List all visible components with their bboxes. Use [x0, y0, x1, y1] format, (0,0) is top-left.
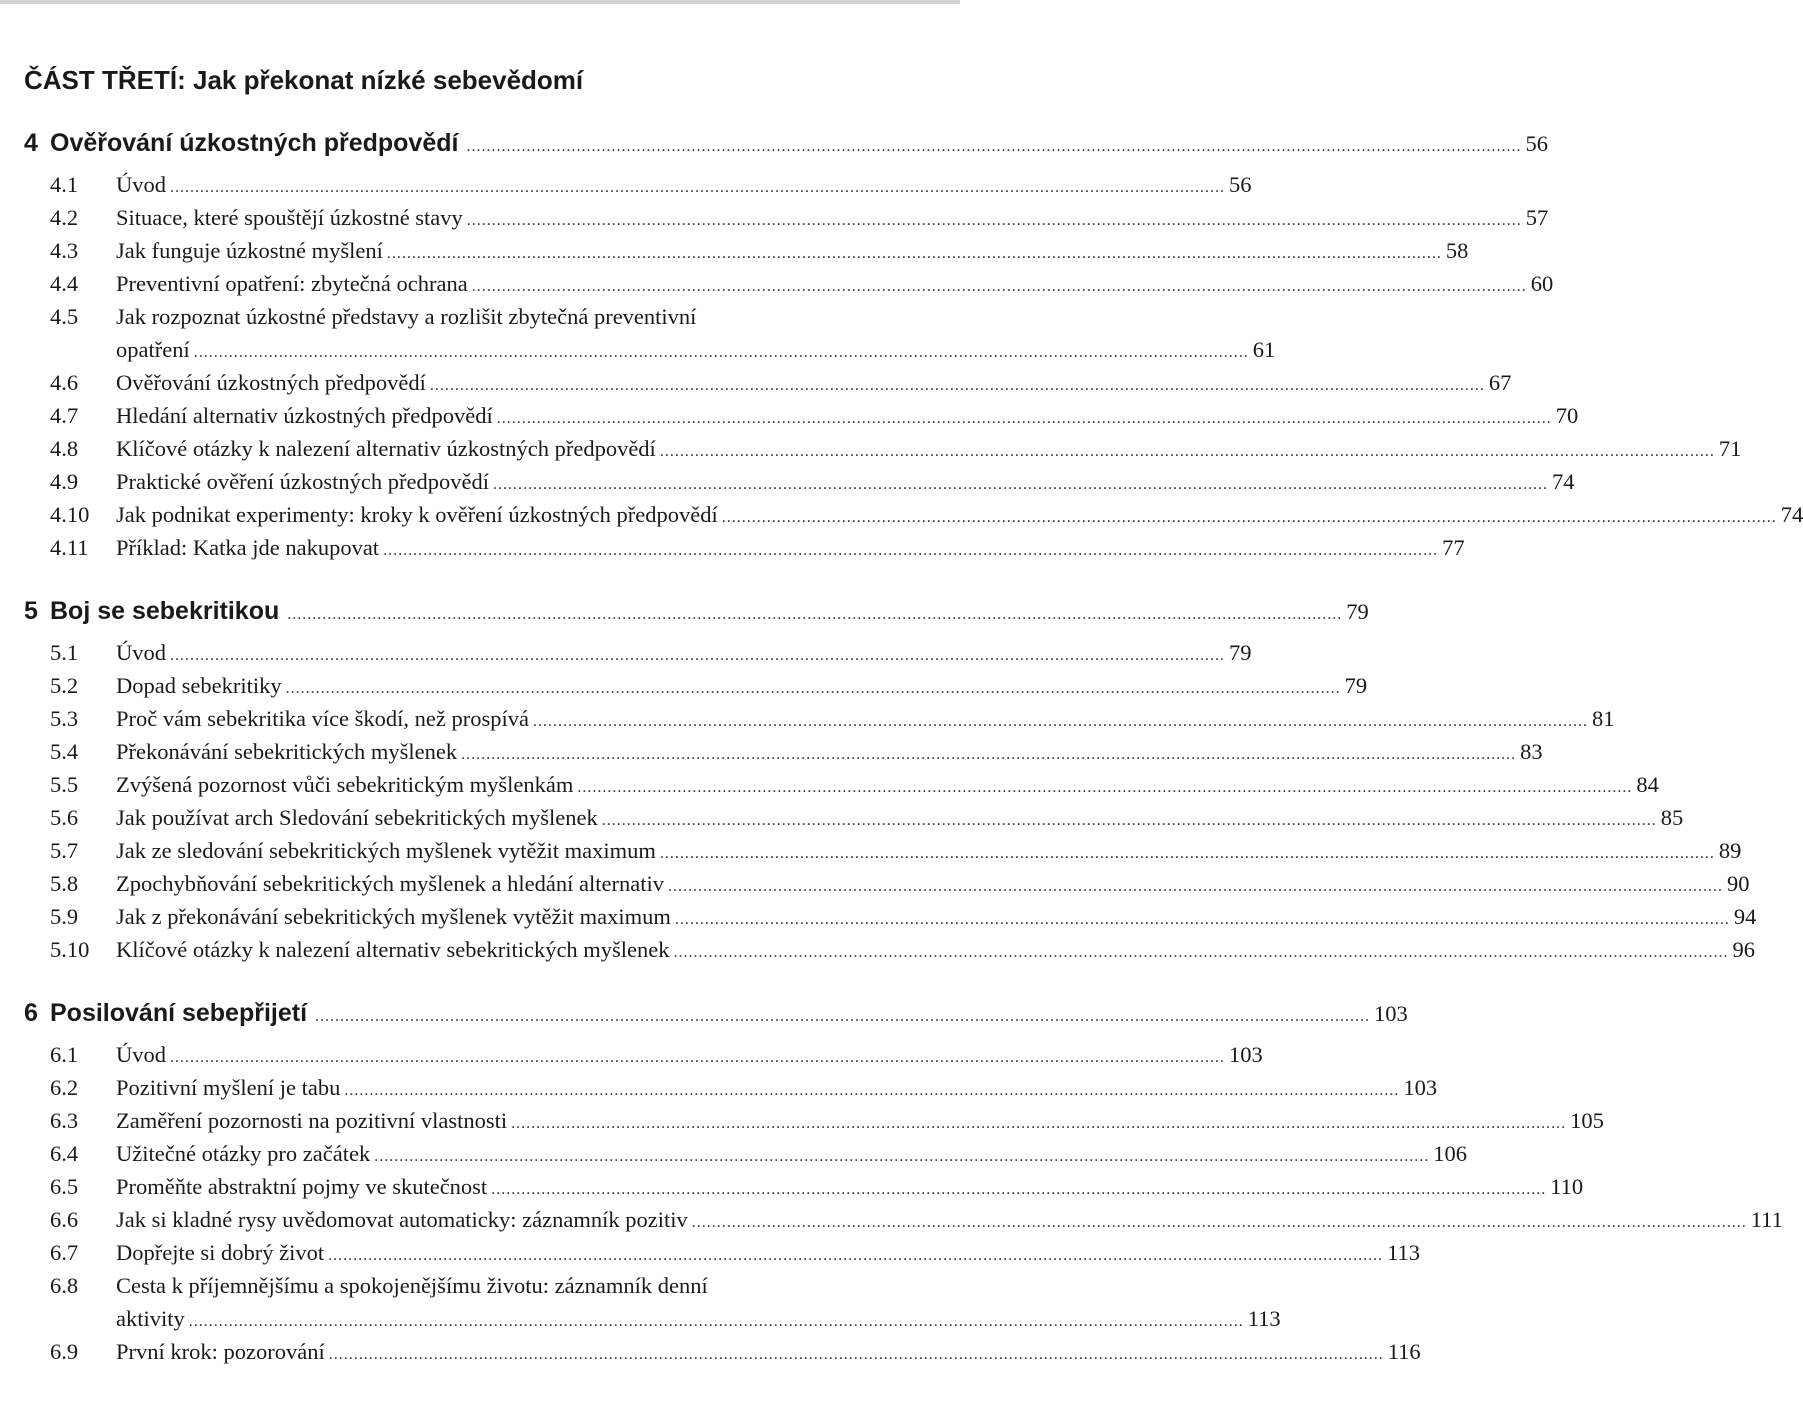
dot-leader [660, 435, 1715, 468]
dot-leader [194, 336, 1249, 369]
page-number: 96 [1732, 937, 1756, 962]
page-number: 71 [1718, 436, 1742, 461]
dot-leader [692, 1206, 1747, 1239]
page-number: 79 [1346, 599, 1369, 624]
section-title: První krok: pozorování [116, 1339, 325, 1364]
page-number: 79 [1344, 673, 1368, 698]
dot-leader [674, 936, 1729, 969]
section-title: Jak z překonávání sebekritických myšlenek vytěžit maximum [116, 904, 671, 929]
section-number: 5.2 [50, 673, 79, 698]
section-title: Situace, které spouštějí úzkostné stavy [116, 205, 463, 230]
section-title: Jak funguje úzkostné myšlení [116, 238, 383, 263]
page-number: 61 [1252, 337, 1276, 362]
section-title: Jak si kladné rysy uvědomovat automaticky: záznamník pozitiv [116, 1207, 688, 1232]
section-entry[interactable] [24, 636, 1252, 669]
section-entry[interactable] [24, 432, 1742, 465]
section-title: Zvýšená pozornost vůči sebekritickým myšlenkám [116, 772, 574, 797]
section-entry[interactable] [24, 1137, 1467, 1170]
section-entry[interactable] [24, 531, 1465, 564]
section-title: Úvod [116, 640, 166, 665]
chapter-title: Posilování sebepřijetí [50, 999, 308, 1027]
section-number: 4.10 [50, 502, 90, 527]
dot-leader [675, 903, 1730, 936]
section-title: Užitečné otázky pro začátek [116, 1141, 371, 1166]
chapter-number: 5 [24, 597, 38, 625]
section-number: 5.5 [50, 772, 79, 797]
page-number: 94 [1733, 904, 1757, 929]
page-number: 79 [1229, 640, 1252, 665]
dot-leader [467, 204, 1522, 237]
chapter-entry[interactable] [24, 586, 1369, 636]
section-number: 5.3 [50, 706, 79, 731]
dot-leader [466, 122, 1521, 172]
page-number: 70 [1555, 403, 1579, 428]
section-title: Příklad: Katka jde nakupovat [116, 535, 380, 560]
section-number: 6.3 [50, 1108, 79, 1133]
section-number: 5.1 [50, 640, 79, 665]
page-number: 103 [1229, 1042, 1263, 1067]
section-entry-continuation[interactable] [24, 1302, 1281, 1335]
dot-leader [383, 534, 1438, 567]
section-number: 4.2 [50, 205, 79, 230]
page-number: 105 [1570, 1108, 1604, 1133]
page-number: 58 [1445, 238, 1469, 263]
section-title: Překonávání sebekritických myšlenek [116, 739, 458, 764]
section-entry[interactable] [24, 1335, 1421, 1368]
page-number: 116 [1387, 1339, 1421, 1364]
dot-leader [472, 270, 1527, 303]
section-number: 6.4 [50, 1141, 79, 1166]
dot-leader [533, 705, 1588, 738]
page-number: 113 [1247, 1306, 1281, 1331]
dot-leader [189, 1305, 1244, 1338]
section-number: 6.5 [50, 1174, 79, 1199]
section-title: Pozitivní myšlení je tabu [116, 1075, 341, 1100]
section-entry[interactable] [24, 201, 1549, 234]
page-number: 83 [1520, 739, 1543, 764]
chapter-title: Ověřování úzkostných předpovědí [50, 129, 459, 157]
section-entry[interactable] [24, 498, 1803, 531]
section-entry[interactable] [24, 735, 1543, 768]
section-title: Ověřování úzkostných předpovědí [116, 370, 426, 395]
dot-leader [577, 771, 1632, 804]
dot-leader [511, 1107, 1566, 1140]
dot-leader [170, 639, 1225, 672]
dot-leader [344, 1074, 1399, 1107]
section-number: 6.2 [50, 1075, 79, 1100]
chapter-list [24, 118, 1803, 1368]
section-number: 5.8 [50, 871, 79, 896]
page-number: 110 [1550, 1174, 1584, 1199]
part-title: ČÁST TŘETÍ: Jak překonat nízké sebevědomí [24, 65, 584, 95]
page-number: 103 [1374, 1001, 1408, 1026]
dot-leader [493, 468, 1548, 501]
chapter-entry[interactable] [24, 118, 1548, 168]
section-title: Praktické ověření úzkostných předpovědí [116, 469, 490, 494]
page-number: 60 [1530, 271, 1554, 296]
chapter-title: Boj se sebekritikou [50, 597, 280, 625]
section-entry[interactable] [24, 933, 1756, 966]
section-title: Jak podnikat experimenty: kroky k ověření úzkostných předpovědí [116, 502, 718, 527]
top-rule [0, 0, 960, 4]
page-number: 74 [1552, 469, 1575, 494]
dot-leader [722, 501, 1777, 534]
section-title: Hledání alternativ úzkostných předpovědí [116, 403, 493, 428]
chapter-number: 6 [24, 999, 38, 1027]
section-title: Úvod [116, 1042, 166, 1067]
section-title: Dopad sebekritiky [116, 673, 282, 698]
section-number: 6.8 [50, 1273, 79, 1298]
dot-leader [170, 1041, 1225, 1074]
section-number: 4.8 [50, 436, 79, 461]
section-title: Proměňte abstraktní pojmy ve skutečnost [116, 1174, 488, 1199]
dot-leader [491, 1173, 1546, 1206]
section-number: 4.9 [50, 469, 79, 494]
section-title: Jak ze sledování sebekritických myšlenek vytěžit maximum [116, 838, 656, 863]
section-number: 4.1 [50, 172, 79, 197]
dot-leader [374, 1140, 1429, 1173]
section-number: 5.10 [50, 937, 90, 962]
section-title: Klíčové otázky k nalezení alternativ sebekritických myšlenek [116, 937, 670, 962]
section-entry[interactable] [24, 1203, 1783, 1236]
page-number: 85 [1660, 805, 1684, 830]
section-title: Jak rozpoznat úzkostné představy a rozlišit zbytečná preventivní [116, 304, 697, 329]
section-number: 5.4 [50, 739, 79, 764]
section-title: Dopřejte si dobrý život [116, 1240, 325, 1265]
section-number: 5.9 [50, 904, 79, 929]
section-title-continuation: opatření [116, 337, 190, 362]
page-number: 56 [1525, 131, 1548, 156]
dot-leader [170, 171, 1225, 204]
section-title: Zpochybňování sebekritických myšlenek a hledání alternativ [116, 871, 664, 896]
page-number: 106 [1433, 1141, 1467, 1166]
section-number: 6.6 [50, 1207, 79, 1232]
dot-leader [329, 1338, 1384, 1371]
section-entry[interactable] [24, 168, 1252, 201]
section-title: Klíčové otázky k nalezení alternativ úzkostných předpovědí [116, 436, 656, 461]
section-entry[interactable] [24, 1071, 1438, 1104]
section-entry[interactable] [24, 267, 1554, 300]
dot-leader [315, 992, 1370, 1042]
section-entry[interactable] [24, 834, 1742, 867]
section-number: 6.7 [50, 1240, 79, 1265]
section-entry[interactable] [24, 1038, 1263, 1071]
table-of-contents [24, 56, 1803, 1368]
page-number: 89 [1718, 838, 1742, 863]
section-entry[interactable] [24, 669, 1368, 702]
dot-leader [286, 672, 1341, 705]
section-title: Zaměření pozornosti na pozitivní vlastnosti [116, 1108, 508, 1133]
section-entry[interactable] [24, 702, 1615, 735]
section-number: 4.7 [50, 403, 79, 428]
section-entry[interactable] [24, 234, 1469, 267]
section-number: 4.11 [50, 535, 89, 560]
section-entry-continuation[interactable] [24, 333, 1276, 366]
page-number: 74 [1780, 502, 1803, 527]
page-number: 84 [1636, 772, 1659, 797]
section-title: Proč vám sebekritika více škodí, než prospívá [116, 706, 530, 731]
section-title: Úvod [116, 172, 166, 197]
dot-leader [668, 870, 1723, 903]
section-number: 6.9 [50, 1339, 79, 1364]
section-title: Cesta k příjemnějšímu a spokojenějšímu životu: záznamník denní [116, 1273, 708, 1298]
section-number: 5.6 [50, 805, 79, 830]
page-number: 90 [1726, 871, 1750, 896]
page-number: 81 [1592, 706, 1615, 731]
section-number: 4.3 [50, 238, 79, 263]
page-number: 77 [1442, 535, 1465, 560]
section-entry[interactable] [24, 1269, 928, 1302]
section-entry[interactable] [24, 465, 1575, 498]
section-entry[interactable] [24, 900, 1757, 933]
dot-leader [430, 369, 1485, 402]
section-entry[interactable] [24, 867, 1750, 900]
dot-leader [287, 590, 1342, 640]
page-number: 103 [1403, 1075, 1438, 1100]
section-number: 4.5 [50, 304, 79, 329]
section-number: 4.4 [50, 271, 79, 296]
section-number: 6.1 [50, 1042, 79, 1067]
section-entry[interactable] [24, 399, 1579, 432]
chapter-number: 4 [24, 129, 38, 157]
dot-leader [660, 837, 1715, 870]
chapter-entry[interactable] [24, 988, 1408, 1038]
section-entry[interactable] [24, 801, 1684, 834]
section-entry[interactable] [24, 1104, 1604, 1137]
page-number: 113 [1387, 1240, 1421, 1265]
dot-leader [602, 804, 1657, 837]
section-entry[interactable] [24, 1170, 1584, 1203]
page-number: 111 [1750, 1207, 1783, 1232]
dot-leader [328, 1239, 1383, 1272]
page-number: 57 [1525, 205, 1549, 230]
dot-leader [387, 237, 1442, 270]
dot-leader [461, 738, 1516, 771]
dot-leader [497, 402, 1552, 435]
section-title: Preventivní opatření: zbytečná ochrana [116, 271, 468, 296]
section-entry[interactable] [24, 300, 928, 333]
section-number: 4.6 [50, 370, 79, 395]
section-entry[interactable] [24, 768, 1659, 801]
page-number: 67 [1488, 370, 1512, 395]
page-number: 56 [1229, 172, 1252, 197]
section-entry[interactable] [24, 366, 1512, 399]
section-title: Jak používat arch Sledování sebekritických myšlenek [116, 805, 598, 830]
section-number: 5.7 [50, 838, 79, 863]
section-entry[interactable] [24, 1236, 1421, 1269]
section-title-continuation: aktivity [116, 1306, 185, 1331]
